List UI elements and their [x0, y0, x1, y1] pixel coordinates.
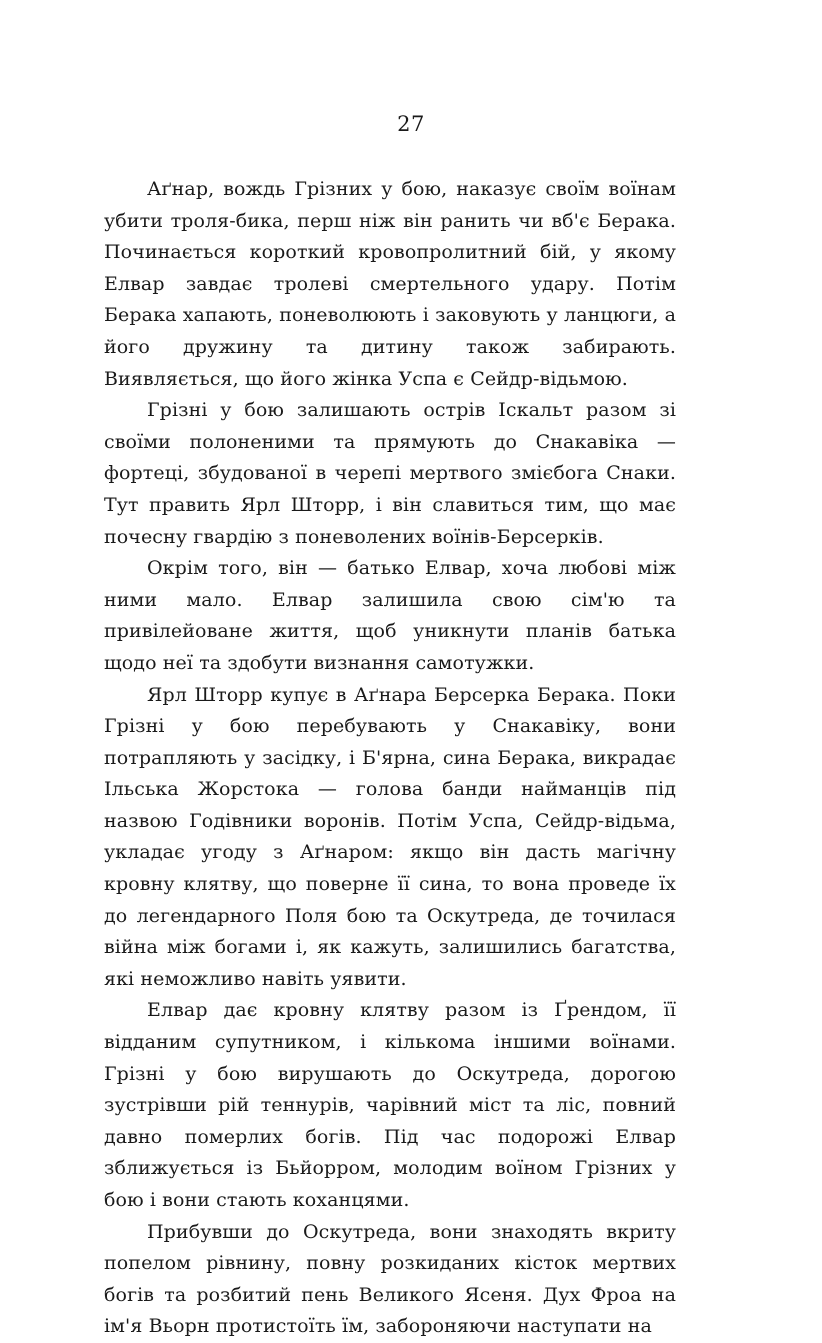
paragraph: Окрім того, він — батько Елвар, хоча любові між ними мало. Елвар залишила свою сім'ю та привілейоване життя, щоб уникнути планів батька щодо неї та здобути визнання самотужки.	[104, 557, 676, 674]
paragraph: Аґнар, вождь Грізних у бою, наказує своїм воїнам убити троля-бика, перш ніж він ранить чи вб'є Берака. Починається короткий кровопролитний бій, у якому Елвар завдає тролеві смертельного удару. Потім Берака хапають, поневолюють і заковують у ланцюги, а його дружину та дитину також забирають. Виявляється, що його жінка Успа є Сейдр-відьмою.	[104, 178, 676, 390]
page-number: 27	[397, 112, 425, 136]
paragraph: Прибувши до Оскутреда, вони знаходять вкриту попелом рівнину, повну розкиданих кісток мертвих богів та розбитий пень Великого Ясеня. Дух Фроа на ім'я Вьорн протистоїть їм, забороняючи наступати на	[104, 1220, 676, 1338]
body-text	[104, 174, 676, 1343]
paragraph: Елвар дає кровну клятву разом із Ґрендом, її відданим супутником, і кількома іншими воїнами. Грізні у бою вирушають до Оскутреда, дорогою зустрівши рій теннурів, чарівний міст та ліс, повний давно померлих богів. Під час подорожі Елвар зближується із Бьйорром, молодим воїном Грізних у бою і вони стають коханцями.	[104, 999, 676, 1211]
paragraph: Грізні у бою залишають острів Іскальт разом зі своїми полоненими та прямують до Снакавіка — фортеці, збудованої в черепі мертвого змієбога Снаки. Тут править Ярл Шторр, і він славиться тим, що має почесну гвардію з поневолених воїнів-Берсерків.	[104, 399, 676, 548]
paragraph: Ярл Шторр купує в Аґнара Берсерка Берака. Поки Грізні у бою перебувають у Снакавіку, вони потрапляють у засідку, і Б'ярна, сина Берака, викрадає Ільська Жорстока — голова банди найманців під назвою Годівники воронів. Потім Успа, Сейдр-відьма, укладає угоду з Аґнаром: якщо він дасть магічну кровну клятву, що поверне її сина, то вона проведе їх до легендарного Поля бою та Оскутреда, де точилася війна між богами і, як кажуть, залишились багатства, які неможливо навіть уявити.	[104, 683, 676, 990]
